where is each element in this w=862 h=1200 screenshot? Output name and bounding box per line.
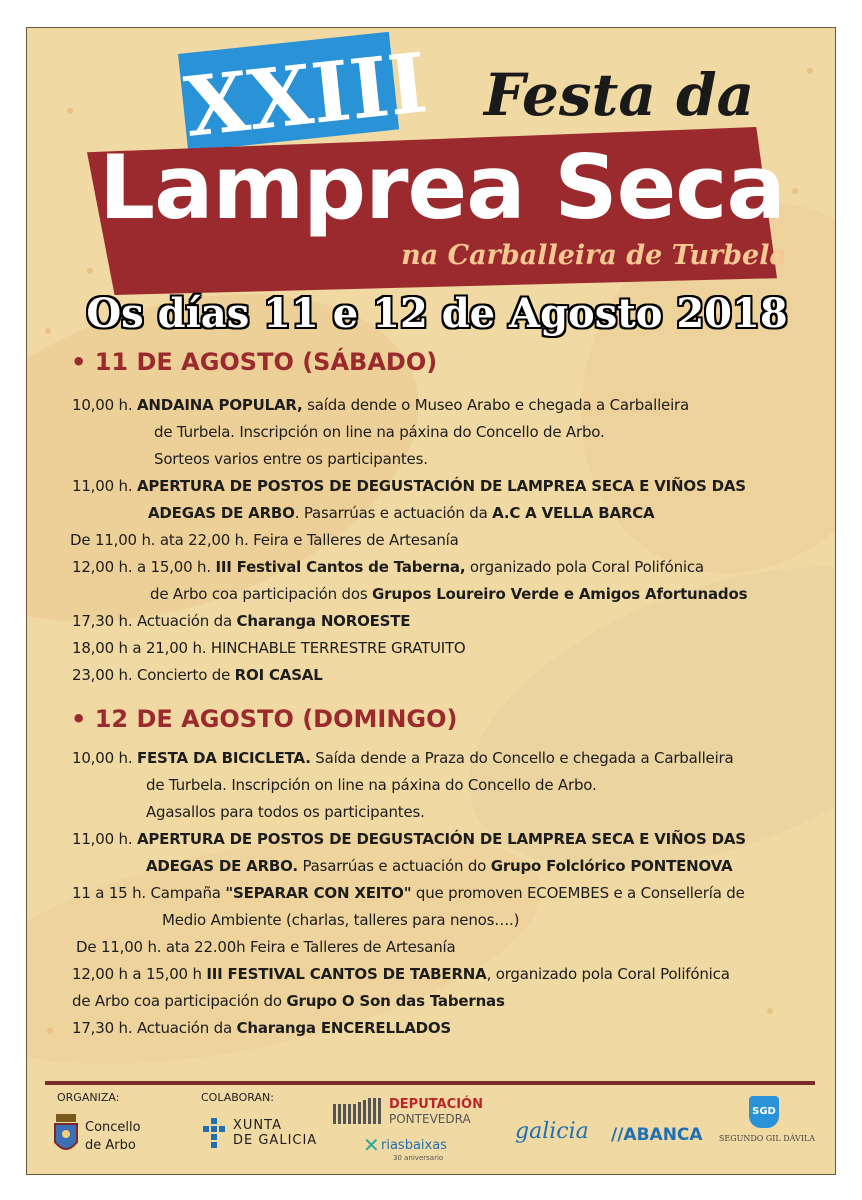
program-line (70, 608, 836, 635)
program-line (70, 419, 836, 446)
program-list-saturday (70, 392, 836, 689)
event-dates: Os días 11 e 12 de Agosto 2018 (86, 290, 788, 337)
coat-of-arms-icon (53, 1114, 79, 1156)
program-line (70, 772, 836, 799)
program-line-text: organizado pola Coral Polifónica (465, 558, 704, 576)
background-dot (792, 188, 798, 194)
program-line-text: 23,00 h. Concierto de (72, 666, 235, 684)
program-line-highlight: III Festival Cantos de Taberna, (215, 558, 466, 576)
program-line-highlight: Charanga ENCERELLADOS (236, 1019, 452, 1037)
program-line-highlight: III FESTIVAL CANTOS DE TABERNA (206, 965, 487, 983)
program-line-highlight: ADEGAS DE ARBO (148, 504, 295, 522)
program-line-highlight: ANDAINA POPULAR, (136, 396, 303, 414)
program-line-text: 18,00 h a 21,00 h. HINCHABLE TERRESTRE GRATUITO (72, 639, 466, 657)
riasbaixas-logo (363, 1134, 463, 1168)
footer-divider (45, 1081, 815, 1085)
program-line (70, 880, 836, 907)
background-dot (87, 268, 93, 274)
program-line (70, 527, 836, 554)
program-line (70, 826, 836, 853)
background-dot (807, 68, 813, 74)
program-line-text: Sorteos varios entre os participantes. (154, 450, 428, 468)
program-line-highlight: Charanga NOROESTE (236, 612, 411, 630)
program-line (70, 934, 836, 961)
program-line (70, 392, 836, 419)
program-line-text: De 11,00 h. ata 22.00h Feira e Talleres de Artesanía (76, 938, 456, 956)
program-line-text: . Pasarrúas e actuación da (294, 504, 493, 522)
festa-title: Festa da (484, 61, 755, 129)
program-line (70, 988, 836, 1015)
program-line (70, 554, 836, 581)
program-line-text: 11 a 15 h. Campaña (72, 884, 226, 902)
day-heading-saturday: • 11 DE AGOSTO (SÁBADO) (71, 348, 438, 376)
program-line-text: 10,00 h. (72, 396, 137, 414)
program-line-text: 10,00 h. (72, 749, 137, 767)
background-dot (67, 108, 73, 114)
program-line-highlight: APERTURA DE POSTOS DE DEGUSTACIÓN DE LAMPREA SECA E VIÑOS DAS (136, 477, 746, 495)
xunta-cross-icon (201, 1118, 227, 1148)
background-dot (45, 328, 51, 334)
program-line-text: 11,00 h. (72, 830, 137, 848)
background-dot (47, 1028, 53, 1034)
program-line (70, 745, 836, 772)
abanca-logo: //ABANCA (611, 1125, 703, 1145)
xunta-line1: XUNTA (233, 1118, 282, 1133)
galicia-logo: galicia (515, 1119, 589, 1144)
concello-name-line1: Concello (85, 1120, 141, 1135)
program-line-text: Medio Ambiente (charlas, talleres para nenos….) (162, 911, 520, 929)
venue-subtitle: na Carballeira de Turbela (401, 240, 787, 271)
program-line (70, 853, 836, 880)
program-line-highlight: "SEPARAR CON XEITO" (225, 884, 412, 902)
concello-name-line2: de Arbo (85, 1138, 136, 1153)
program-line-text: de Turbela. Inscripción on line na páxina do Concello de Arbo. (146, 776, 597, 794)
program-line (70, 500, 836, 527)
xunta-line2: DE GALICIA (233, 1133, 318, 1148)
sgd-logo (717, 1096, 817, 1162)
program-line-highlight: Grupos Loureiro Verde e Amigos Afortunados (372, 585, 748, 603)
program-line-highlight: APERTURA DE POSTOS DE DEGUSTACIÓN DE LAMPREA SECA E VIÑOS DAS (136, 830, 746, 848)
program-line-text: de Arbo coa participación dos (150, 585, 373, 603)
program-line (70, 446, 836, 473)
day-heading-sunday: • 12 DE AGOSTO (DOMINGO) (71, 705, 458, 733)
program-line (70, 473, 836, 500)
program-line-text: 17,30 h. Actuación da (72, 1019, 237, 1037)
program-line-text: 11,00 h. (72, 477, 137, 495)
program-line-highlight: ROI CASAL (234, 666, 323, 684)
riasbaixas-x-icon: ✕ (363, 1133, 380, 1157)
riasbaixas-name: riasbaixas (381, 1138, 447, 1153)
sgd-name: SEGUNDO GIL DÁVILA (718, 1134, 816, 1143)
poster (26, 27, 836, 1175)
program-line-text: de Turbela. Inscripción on line na páxina do Concello de Arbo. (154, 423, 605, 441)
program-line (70, 581, 836, 608)
program-list-sunday (70, 745, 836, 1042)
deputacion-pontevedra-logo (333, 1096, 493, 1130)
program-line-text: Agasallos para todos os participantes. (146, 803, 425, 821)
program-line-highlight: A.C A VELLA BARCA (492, 504, 655, 522)
program-line-highlight: FESTA DA BICICLETA. (136, 749, 311, 767)
program-line-highlight: Grupo Folclórico PONTENOVA (490, 857, 733, 875)
main-title: Lamprea Seca (99, 136, 785, 239)
organiza-label: ORGANIZA: (57, 1091, 120, 1104)
edition-numeral: XXIII (180, 35, 432, 156)
program-line-text: saída dende o Museo Arabo e chegada a Carballeira (302, 396, 690, 414)
program-line-text: de Arbo coa participación do (72, 992, 287, 1010)
program-line (70, 907, 836, 934)
concello-arbo-logo (53, 1110, 173, 1160)
program-line (70, 961, 836, 988)
program-line-highlight: ADEGAS DE ARBO. (146, 857, 298, 875)
program-line-text: que promoven ECOEMBES e a Consellería de (411, 884, 745, 902)
program-line (70, 1015, 836, 1042)
program-line (70, 662, 836, 689)
program-line (70, 635, 836, 662)
colaboran-label: COLABORAN: (201, 1091, 274, 1104)
program-line-highlight: Grupo O Son das Tabernas (286, 992, 505, 1010)
program-line-text: , organizado pola Coral Polifónica (486, 965, 730, 983)
deputacion-line1: DEPUTACIÓN (389, 1097, 483, 1112)
deputacion-bars-icon (333, 1098, 383, 1124)
program-line-text: 12,00 h. a 15,00 h. (72, 558, 216, 576)
riasbaixas-anniversary: 30 aniversario (393, 1154, 444, 1162)
program-line-text: 12,00 h a 15,00 h (72, 965, 207, 983)
program-line (70, 799, 836, 826)
program-line-text: Saída dende a Praza do Concello e chegada a Carballeira (310, 749, 734, 767)
deputacion-line2: PONTEVEDRA (389, 1112, 471, 1126)
xunta-galicia-logo (201, 1116, 321, 1156)
program-line-text: Pasarrúas e actuación do (297, 857, 491, 875)
program-line-text: De 11,00 h. ata 22,00 h. Feira e Talleres de Artesanía (70, 531, 459, 549)
sgd-badge: SGD (749, 1096, 779, 1128)
program-line-text: 17,30 h. Actuación da (72, 612, 237, 630)
